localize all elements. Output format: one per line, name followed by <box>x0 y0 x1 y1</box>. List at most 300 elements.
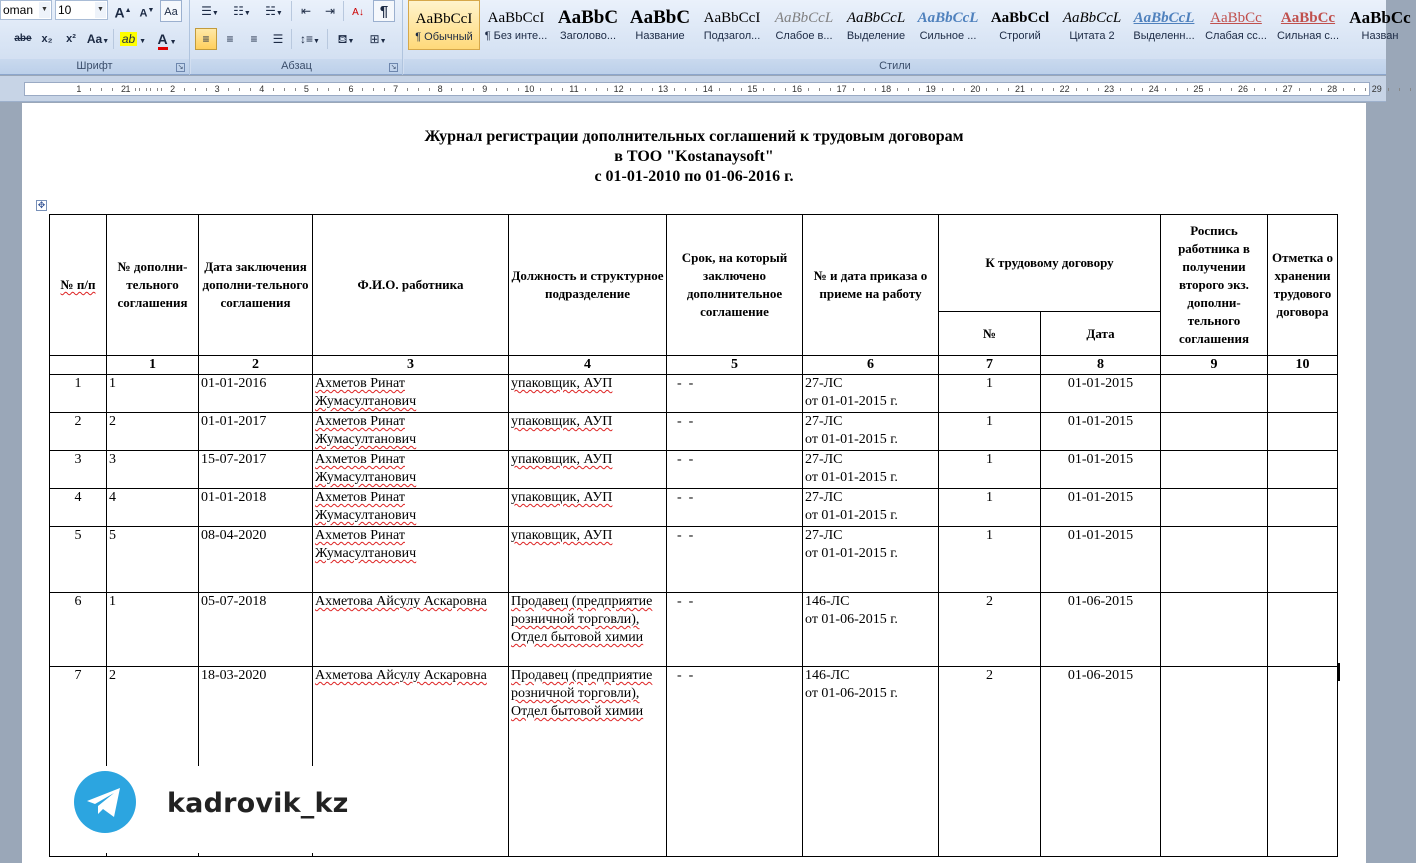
employee-name: Ахметов Ринат Жумасултанович <box>315 414 417 447</box>
ruler-number: 22 <box>1059 84 1070 94</box>
ruler-tick <box>875 88 876 91</box>
ruler-number: 21 <box>1014 84 1025 94</box>
style-name: Выделение <box>846 30 906 42</box>
superscript-button[interactable]: x² <box>66 33 76 45</box>
ruler-number: 25 <box>1193 84 1204 94</box>
cell-fio[interactable] <box>313 527 509 593</box>
ruler-tick <box>685 88 686 91</box>
column-number: 10 <box>1268 356 1338 375</box>
ruler-tick <box>1254 88 1255 91</box>
ruler-number: 17 <box>836 84 847 94</box>
ruler-tick <box>1098 88 1099 91</box>
ruler-tick <box>830 88 831 91</box>
ruler-tick <box>1276 88 1277 91</box>
cell-mark[interactable] <box>1268 413 1338 451</box>
ribbon <box>0 0 1411 75</box>
style-item[interactable] <box>1200 0 1272 50</box>
ruler-number: 24 <box>1148 84 1159 94</box>
ruler-number: 18 <box>881 84 892 94</box>
cell-fio[interactable] <box>313 489 509 527</box>
column-number-empty <box>50 356 107 375</box>
ruler-tick <box>157 88 158 91</box>
cell-n[interactable]: 5 <box>50 527 107 593</box>
cell-n[interactable]: 4 <box>50 489 107 527</box>
ruler-number: 8 <box>437 84 443 94</box>
ruler-number: 1 <box>76 84 82 94</box>
borders-icon: ⊞ <box>369 32 380 46</box>
align-right-button[interactable] <box>243 28 265 50</box>
column-number: 1 <box>107 356 199 375</box>
cell-term[interactable] <box>667 667 803 857</box>
employee-name: Ахметова Айсулу Аскаровна <box>315 668 487 683</box>
cell-contract-no[interactable]: 2 <box>939 593 1041 667</box>
ruler-tick <box>206 88 207 91</box>
ruler-number: 16 <box>791 84 802 94</box>
cell-contract-no[interactable]: 1 <box>939 489 1041 527</box>
cell-n[interactable]: 7 <box>50 667 107 857</box>
style-name: Сильное ... <box>919 30 977 42</box>
ruler-number: 13 <box>658 84 669 94</box>
cell-mark[interactable] <box>1268 593 1338 667</box>
separator <box>291 29 292 49</box>
ruler-number: 27 <box>1282 84 1293 94</box>
styles-group-label: Стили <box>404 59 1386 74</box>
ruler-tick <box>596 88 597 91</box>
ruler-tick <box>730 88 731 91</box>
font-name-box[interactable] <box>0 0 52 20</box>
ruler-tick <box>808 88 809 91</box>
cell-contract-date[interactable]: 01-06-2015 <box>1041 667 1161 857</box>
ruler-tick <box>1299 88 1300 91</box>
ruler-number: 15 <box>747 84 758 94</box>
ruler-tick <box>674 88 675 91</box>
cell-sign[interactable] <box>1161 375 1268 413</box>
cell-term[interactable] <box>667 593 803 667</box>
ruler-number: 5 <box>303 84 309 94</box>
cell-pos[interactable] <box>509 527 667 593</box>
ruler-tick <box>317 88 318 91</box>
justify-button[interactable] <box>267 28 289 50</box>
cell-term[interactable] <box>667 375 803 413</box>
show-marks-button[interactable]: ¶ <box>373 0 395 22</box>
ruler-tick <box>997 88 998 91</box>
term-text: - - <box>677 490 694 505</box>
cell-fio[interactable] <box>313 593 509 667</box>
cell-date[interactable]: 18-03-2020 <box>199 667 313 857</box>
style-name: Заголово... <box>559 30 617 42</box>
ruler-number: 19 <box>925 84 936 94</box>
cell-pos[interactable] <box>509 375 667 413</box>
style-sample: AaBbCcI <box>415 11 473 27</box>
ruler-tick <box>897 88 898 91</box>
cell-contract-date[interactable]: 01-06-2015 <box>1041 593 1161 667</box>
ruler-number: 10 <box>524 84 535 94</box>
ruler-tick <box>1087 88 1088 91</box>
cell-contract-no[interactable]: 2 <box>939 667 1041 857</box>
ruler-tick <box>864 88 865 91</box>
cell-n[interactable]: 1 <box>50 375 107 413</box>
cell-sign[interactable] <box>1161 527 1268 593</box>
ruler-tick <box>630 88 631 91</box>
ruler-tick <box>607 88 608 91</box>
order-number: 146-ЛС <box>805 594 850 609</box>
style-name: Строгий <box>999 30 1041 42</box>
ruler-number: 23 <box>1104 84 1115 94</box>
cell-date[interactable]: 01-01-2017 <box>199 413 313 451</box>
cell-agr[interactable]: 5 <box>107 527 199 593</box>
font-color-button[interactable]: A ▼ <box>151 28 183 50</box>
style-item[interactable] <box>480 0 552 50</box>
cell-n[interactable]: 6 <box>50 593 107 667</box>
ruler-number: 3 <box>214 84 220 94</box>
cell-agr[interactable]: 1 <box>107 375 199 413</box>
align-center-icon: ≡ <box>226 32 234 46</box>
cell-sign[interactable] <box>1161 489 1268 527</box>
align-left-icon: ≡ <box>202 32 210 46</box>
cell-pos[interactable] <box>509 667 667 857</box>
cell-sign[interactable] <box>1161 593 1268 667</box>
style-item[interactable] <box>1056 0 1128 50</box>
cell-date[interactable]: 01-01-2018 <box>199 489 313 527</box>
ruler-strip[interactable] <box>24 82 1382 96</box>
header-row-number: № п/п <box>50 215 107 356</box>
header-employee-name: Ф.И.О. работника <box>313 215 509 356</box>
borders-button[interactable]: ⊞▼ <box>369 32 387 46</box>
chevron-down-icon[interactable]: ▼ <box>95 2 106 18</box>
term-text: - - <box>677 452 694 467</box>
ruler-number: 4 <box>259 84 265 94</box>
style-sample: AaBbCcL <box>774 10 834 26</box>
cell-contract-no[interactable]: 1 <box>939 451 1041 489</box>
table-row <box>50 375 1338 413</box>
style-sample: AaBbC <box>629 7 691 28</box>
ruler-tick <box>1231 88 1232 91</box>
separator <box>327 29 328 49</box>
ruler-tick <box>1131 88 1132 91</box>
cell-mark[interactable] <box>1268 489 1338 527</box>
style-name: Назван <box>1361 30 1399 42</box>
ruler-tick <box>1176 88 1177 91</box>
cell-mark[interactable] <box>1268 667 1338 857</box>
style-sample: AaBbCcI <box>487 10 545 26</box>
table-row <box>50 593 1338 667</box>
telegram-icon <box>74 771 136 833</box>
header-contract: К трудовому договору <box>939 215 1161 312</box>
header-agreement-date: Дата заключения дополни-тельного соглашения <box>199 215 313 356</box>
style-item[interactable] <box>1128 0 1200 50</box>
column-number: 5 <box>667 356 803 375</box>
font-size-value: 10 <box>58 3 72 17</box>
ruler-tick <box>146 88 147 91</box>
style-item[interactable] <box>1344 0 1416 50</box>
multilevel-list-button[interactable]: ☵▼ <box>265 4 283 18</box>
font-group-label: Шрифт <box>0 59 189 74</box>
cell-pos[interactable] <box>509 413 667 451</box>
cell-sign[interactable] <box>1161 667 1268 857</box>
ruler-tick <box>1343 88 1344 91</box>
align-left-button[interactable] <box>195 28 217 50</box>
ruler-tick <box>540 88 541 91</box>
header-storage-mark: Отметка о хранении трудового договора <box>1268 215 1338 356</box>
cell-pos[interactable] <box>509 489 667 527</box>
order-date: от 01-01-2015 г. <box>805 508 898 523</box>
style-name: Подзагол... <box>703 30 761 42</box>
ruler-tick <box>853 88 854 91</box>
highlight-icon: ab <box>121 32 136 46</box>
subscript-button[interactable]: x₂ <box>41 33 53 45</box>
ruler-tick <box>1142 88 1143 91</box>
cell-sign[interactable] <box>1161 413 1268 451</box>
cell-date[interactable]: 08-04-2020 <box>199 527 313 593</box>
employee-name: Ахметов Ринат Жумасултанович <box>315 490 417 523</box>
sort-icon: A↓ <box>352 7 364 18</box>
cell-date[interactable]: 05-07-2018 <box>199 593 313 667</box>
cell-agr[interactable]: 2 <box>107 413 199 451</box>
paint-bucket-icon: ⛾ <box>337 32 348 46</box>
cell-contract-date[interactable]: 01-01-2015 <box>1041 375 1161 413</box>
order-number: 27-ЛС <box>805 490 843 505</box>
separator <box>291 1 292 21</box>
cell-contract-date[interactable]: 01-01-2015 <box>1041 451 1161 489</box>
ruler-tick <box>429 88 430 91</box>
cell-contract-date[interactable]: 01-01-2015 <box>1041 413 1161 451</box>
highlight-button[interactable]: ab ▼ <box>121 32 147 46</box>
style-item[interactable] <box>552 0 624 50</box>
decrease-indent-button[interactable] <box>295 0 317 22</box>
column-number: 9 <box>1161 356 1268 375</box>
style-item[interactable] <box>984 0 1056 50</box>
ruler-number: 9 <box>482 84 488 94</box>
ruler-tick <box>362 88 363 91</box>
document-page[interactable] <box>22 103 1366 863</box>
style-name: Сильная с... <box>1276 30 1340 42</box>
cell-order[interactable] <box>803 451 939 489</box>
column-number-row <box>50 356 1338 375</box>
ruler-tick <box>1310 88 1311 91</box>
cell-mark[interactable] <box>1268 527 1338 593</box>
dialog-launcher-icon[interactable]: ↘ <box>177 64 184 71</box>
style-sample: AaBbCc <box>1349 8 1411 27</box>
style-item[interactable] <box>912 0 984 50</box>
table-row <box>50 527 1338 593</box>
term-text: - - <box>677 594 694 609</box>
ruler-tick <box>1365 88 1366 91</box>
style-item[interactable] <box>840 0 912 50</box>
clear-format-button[interactable]: Aa <box>160 0 182 22</box>
cell-fio[interactable] <box>313 451 509 489</box>
paragraph-group-label: Абзац <box>191 59 402 74</box>
table-move-handle-icon[interactable]: ✥ <box>37 200 46 210</box>
style-name: Выделенн... <box>1133 30 1195 42</box>
styles-gallery <box>408 0 1411 58</box>
cell-contract-no[interactable]: 1 <box>939 413 1041 451</box>
ruler-number: 6 <box>348 84 354 94</box>
order-number: 27-ЛС <box>805 528 843 543</box>
shading-button[interactable]: ⛾▼ <box>337 32 355 46</box>
cell-date[interactable]: 15-07-2017 <box>199 451 313 489</box>
ruler-tick <box>496 88 497 91</box>
align-right-icon: ≡ <box>250 32 258 46</box>
cell-term[interactable] <box>667 489 803 527</box>
term-text: - - <box>677 414 694 429</box>
employee-name: Ахметова Айсулу Аскаровна <box>315 594 487 609</box>
style-item[interactable] <box>768 0 840 50</box>
cell-sign[interactable] <box>1161 451 1268 489</box>
ruler-tick <box>964 88 965 91</box>
bullets-icon: ☰ <box>201 4 212 18</box>
term-text: - - <box>677 376 694 391</box>
employee-name: Ахметов Ринат Жумасултанович <box>315 376 417 409</box>
title-line-2: в ТОО "Kostanaysoft" <box>614 148 774 165</box>
cell-contract-no[interactable]: 1 <box>939 527 1041 593</box>
cell-order[interactable] <box>803 527 939 593</box>
ruler-tick <box>942 88 943 91</box>
ruler-tick <box>1031 88 1032 91</box>
ruler-tick <box>919 88 920 91</box>
header-position: Должность и структурное подразделение <box>509 215 667 356</box>
employee-name: Ахметов Ринат Жумасултанович <box>315 528 417 561</box>
numbering-icon: ☷ <box>233 4 244 18</box>
cell-term[interactable] <box>667 413 803 451</box>
header-contract-date: Дата <box>1041 312 1161 356</box>
ruler-tick <box>473 88 474 91</box>
style-sample: AaBbCcL <box>1062 10 1122 26</box>
style-name: Слабая сс... <box>1205 30 1267 42</box>
ruler-tick <box>986 88 987 91</box>
cell-pos[interactable] <box>509 593 667 667</box>
position-text: Продавец (предприятие розничной торговли), Отдел бытовой химии <box>511 668 653 719</box>
font-size-box[interactable] <box>55 0 108 20</box>
ruler-tick <box>1321 88 1322 91</box>
cell-order[interactable] <box>803 593 939 667</box>
strikethrough-button[interactable]: abe <box>14 33 32 44</box>
column-number: 8 <box>1041 356 1161 375</box>
cell-agr[interactable]: 3 <box>107 451 199 489</box>
cell-order[interactable] <box>803 667 939 857</box>
style-name: ¶ Обычный <box>415 31 473 43</box>
ruler-tick <box>184 88 185 91</box>
term-text: - - <box>677 528 694 543</box>
table-row <box>50 489 1338 527</box>
cell-agr[interactable]: 4 <box>107 489 199 527</box>
ruler-tick <box>819 88 820 91</box>
change-case-button[interactable]: Aa▼ <box>86 32 110 46</box>
style-item[interactable] <box>408 0 480 50</box>
ruler-tick <box>239 88 240 91</box>
horizontal-ruler[interactable] <box>0 76 1386 102</box>
cell-fio[interactable] <box>313 375 509 413</box>
cell-contract-date[interactable]: 01-01-2015 <box>1041 489 1161 527</box>
ruler-tick <box>1220 88 1221 91</box>
ruler-number: 2 <box>121 84 127 94</box>
ruler-tick <box>1265 88 1266 91</box>
term-text: - - <box>677 668 694 683</box>
cell-agr[interactable]: 1 <box>107 593 199 667</box>
order-date: от 01-01-2015 г. <box>805 432 898 447</box>
style-sample: AaBbCc <box>1210 10 1262 26</box>
align-center-button[interactable] <box>219 28 241 50</box>
ruler-number: 29 <box>1371 84 1382 94</box>
ruler-number: 20 <box>970 84 981 94</box>
position-text: упаковщик, АУП <box>511 414 613 429</box>
cell-mark[interactable] <box>1268 451 1338 489</box>
cell-n[interactable]: 2 <box>50 413 107 451</box>
ruler-tick <box>339 88 340 91</box>
chevron-down-icon[interactable]: ▼ <box>39 2 50 18</box>
cell-term[interactable] <box>667 527 803 593</box>
ruler-tick <box>150 88 151 91</box>
title-line-1: Журнал регистрации дополнительных соглашений к трудовым договорам <box>424 128 964 145</box>
style-item[interactable] <box>624 0 696 50</box>
sort-button[interactable] <box>347 0 369 22</box>
header-signature: Роспись работника в получении второго экз. дополни-тельного соглашения <box>1161 215 1268 356</box>
ruler-tick <box>652 88 653 91</box>
shrink-font-button[interactable]: A▼ <box>139 7 155 20</box>
journal-table <box>49 214 1338 857</box>
line-spacing-button[interactable]: ↕≡▼ <box>300 32 320 46</box>
ruler-tick <box>1008 88 1009 91</box>
position-text: упаковщик, АУП <box>511 528 613 543</box>
style-name: Цитата 2 <box>1069 30 1115 42</box>
increase-indent-button[interactable] <box>319 0 341 22</box>
order-number: 27-ЛС <box>805 452 843 467</box>
cell-term[interactable] <box>667 451 803 489</box>
column-number: 6 <box>803 356 939 375</box>
ruler-tick <box>101 88 102 91</box>
ruler-number: 28 <box>1327 84 1338 94</box>
grow-font-button[interactable]: A▲ <box>114 4 132 21</box>
ruler-tick <box>1399 88 1400 91</box>
ruler-tick <box>696 88 697 91</box>
numbering-button[interactable]: ☷▼ <box>233 4 251 18</box>
ruler-tick <box>719 88 720 91</box>
table-row <box>50 451 1338 489</box>
cell-pos[interactable] <box>509 451 667 489</box>
cell-mark[interactable] <box>1268 375 1338 413</box>
cell-contract-no[interactable]: 1 <box>939 375 1041 413</box>
cell-contract-date[interactable]: 01-01-2015 <box>1041 527 1161 593</box>
position-text: упаковщик, АУП <box>511 490 613 505</box>
cell-order[interactable] <box>803 489 939 527</box>
watermark <box>52 766 382 853</box>
cell-fio[interactable] <box>313 413 509 451</box>
decrease-indent-icon: ⇤ <box>300 4 312 18</box>
ruler-number: 7 <box>393 84 399 94</box>
order-number: 27-ЛС <box>805 414 843 429</box>
ruler-tick <box>953 88 954 91</box>
cell-date[interactable]: 01-01-2016 <box>199 375 313 413</box>
cell-order[interactable] <box>803 375 939 413</box>
ruler-tick <box>90 88 91 91</box>
justify-icon: ☰ <box>272 32 284 46</box>
style-item[interactable] <box>696 0 768 50</box>
ruler-tick <box>507 88 508 91</box>
style-sample: AaBbCcL <box>1133 10 1195 26</box>
cell-agr[interactable]: 2 <box>107 667 199 857</box>
cell-order[interactable] <box>803 413 939 451</box>
bullets-button[interactable]: ☰▼ <box>201 4 219 18</box>
title-line-3: с 01-01-2010 по 01-06-2016 г. <box>594 168 794 185</box>
ruler-tick <box>250 88 251 91</box>
ruler-tick <box>1076 88 1077 91</box>
separator <box>113 29 114 49</box>
cell-n[interactable]: 3 <box>50 451 107 489</box>
order-date: от 01-01-2015 г. <box>805 470 898 485</box>
dialog-launcher-icon[interactable]: ↘ <box>390 64 397 71</box>
position-text: упаковщик, АУП <box>511 376 613 391</box>
style-item[interactable] <box>1272 0 1344 50</box>
order-date: от 01-06-2015 г. <box>805 612 898 627</box>
